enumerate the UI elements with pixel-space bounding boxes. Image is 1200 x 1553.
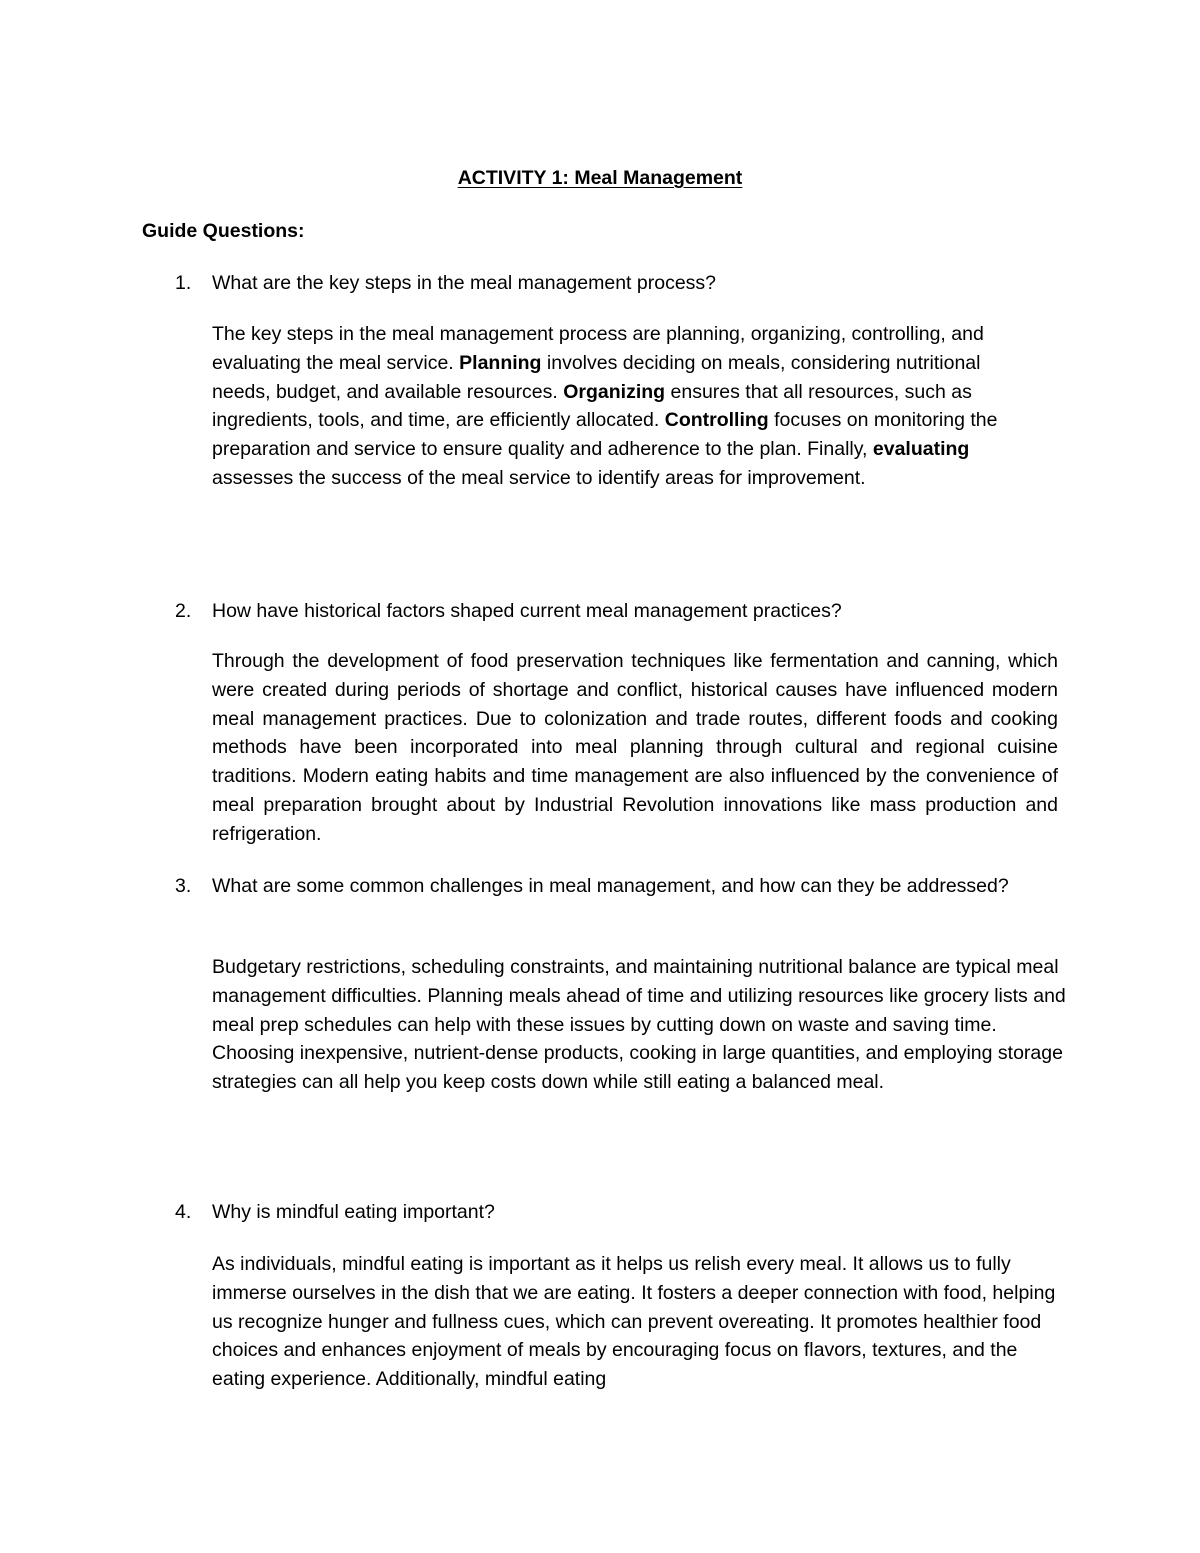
answer-1-part2: involves deciding on meals, considering nutritional needs, budget, and available resources.: [212, 351, 981, 403]
answer-1-part1: The key steps in the meal management process are planning, organizing, controlling, and evaluating the meal service.: [212, 323, 984, 374]
question-2-number: 2.: [175, 600, 192, 622]
guide-questions-heading: Guide Questions:: [142, 220, 305, 242]
question-4-number: 4.: [175, 1201, 192, 1223]
question-1-text: What are the key steps in the meal management process?: [212, 272, 717, 294]
question-1: [175, 269, 1072, 298]
answer-1: [212, 320, 1042, 493]
question-2-text: How have historical factors shaped current meal management practices?: [212, 600, 842, 622]
question-1-number: 1.: [175, 272, 192, 294]
question-3-number: 3.: [175, 875, 192, 897]
answer-1-term-evaluating: evaluating: [872, 438, 970, 461]
answer-1-part5: assesses the success of the meal service to identify areas for improvement.: [212, 466, 866, 489]
question-4: [175, 1198, 1072, 1227]
answer-1-part3: ensures that all resources, such as ingredients, tools, and time, are efficiently allocated.: [212, 380, 972, 432]
answer-1-part4: focuses on monitoring the preparation and service to ensure quality and adherence to the plan. Finally,: [212, 409, 998, 461]
answer-4: As individuals, mindful eating is important as it helps us relish every meal. It allows us to fully immerse ourselves in the dish that we are eating. It fosters a deeper connection with food, helping us recognize hunger and fullness cues, which can prevent overeating. It promotes healthier food choices and enhances enjoyment of meals by encouraging focus on flavors, textures, and the eating experience. Additionally, mindful eating: [212, 1253, 1056, 1391]
question-3: [175, 872, 1012, 901]
question-2: [175, 597, 1072, 626]
question-3-text: What are some common challenges in meal management, and how can they be addressed?: [212, 875, 1009, 897]
answer-1-term-planning: Planning: [459, 351, 542, 374]
answer-2: Through the development of food preservation techniques like fermentation and canning, which were created during periods of shortage and conflict, historical causes have influenced modern meal management practices. Due to colonization and trade routes, different foods and cooking methods have been incorporated into meal planning through cultural and regional cuisine traditions. Modern eating habits and time management are also influenced by the convenience of meal preparation brought about by Industrial Revolution innovations like mass production and refrigeration.: [212, 650, 1058, 845]
answer-1-term-controlling: Controlling: [664, 409, 769, 432]
document-title: ACTIVITY 1: Meal Management: [457, 167, 743, 189]
answer-3: Budgetary restrictions, scheduling constraints, and maintaining nutritional balance are typical meal management difficulties. Planning meals ahead of time and utilizing resources like grocery lists and meal prep schedules can help with these issues by cutting down on waste and saving time. Choosing inexpensive, nutrient-dense products, cooking in large quantities, and employing storage strategies can all help you keep costs down while still eating a balanced meal.: [212, 956, 1066, 1094]
answer-1-term-organizing: Organizing: [563, 380, 666, 403]
question-4-text: Why is mindful eating important?: [212, 1201, 495, 1223]
